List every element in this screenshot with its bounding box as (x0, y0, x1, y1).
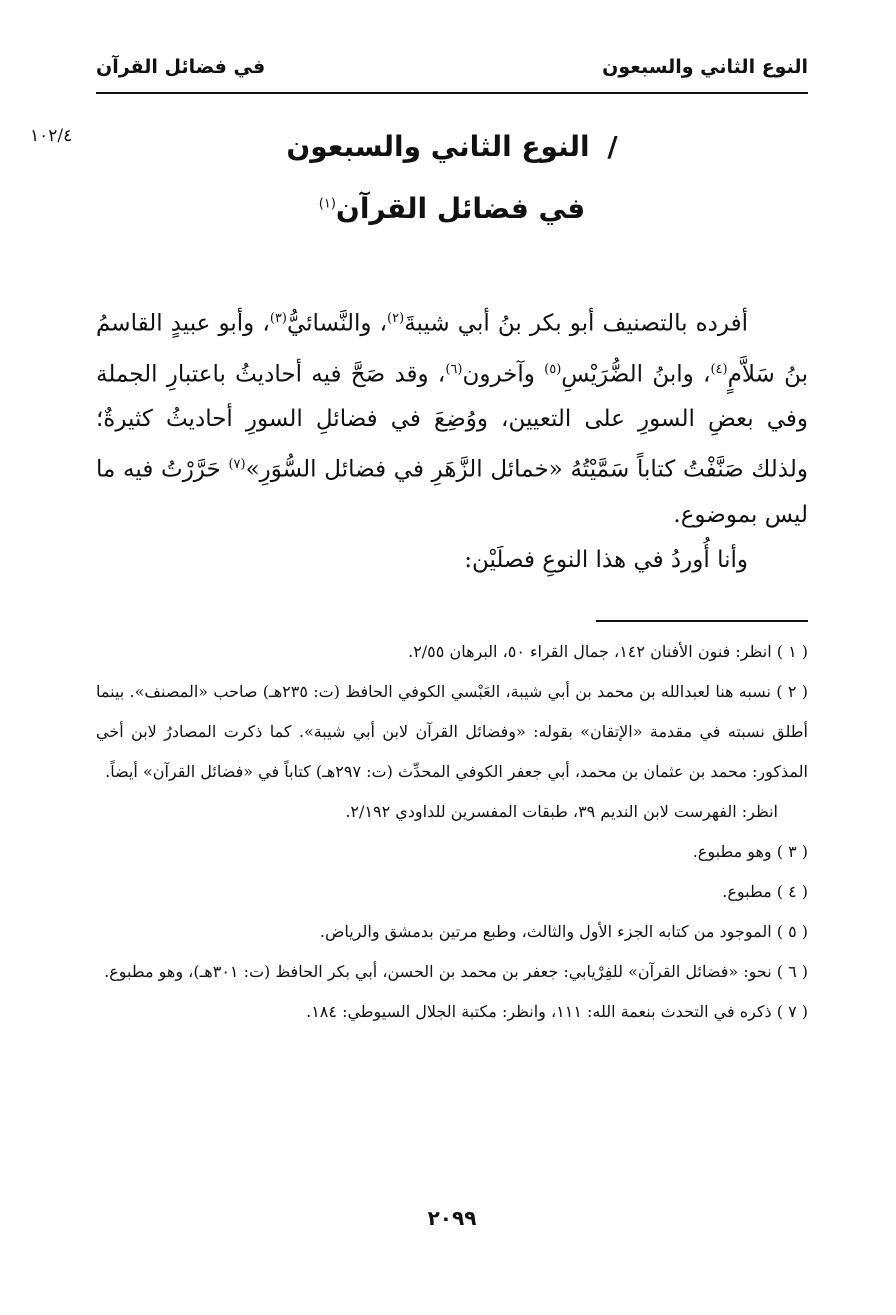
footnote-number: ( ٦ ) (776, 962, 808, 981)
p1-s5: وآخرون (462, 361, 545, 388)
footnote-number: ( ٤ ) (776, 882, 808, 901)
chapter-subtitle-text: في فضائل القرآن (335, 192, 586, 225)
footnote-text: انظر: فنون الأفنان ١٤٢، جمال القراء ٥٠، البرهان ٢/٥٥. (408, 642, 772, 661)
footnote-text: مطبوع. (722, 882, 772, 901)
p1-s7: حَرَّرْتُ فيه ما ليس بموضوع. (96, 456, 808, 528)
body-text (96, 296, 808, 583)
footnotes (96, 632, 808, 1032)
footnote-text: وهو مطبوع. (692, 842, 772, 861)
footnote-7 (96, 992, 808, 1032)
footnote-ref-1: (١) (318, 196, 336, 212)
footnote-5 (96, 912, 808, 952)
paragraph-2: وأنا أُوردُ في هذا النوعِ فصلَيْن: (464, 546, 748, 573)
footnote-ref-6: (٦) (445, 361, 463, 377)
chapter-subtitle (96, 192, 808, 225)
footnote-ref-4: (٤) (710, 361, 728, 377)
footnote-number: ( ٢ ) (776, 682, 809, 701)
footnote-number: ( ٣ ) (776, 842, 808, 861)
chapter-title-text: النوع الثاني والسبعون (286, 130, 590, 163)
footnote-number: ( ١ ) (776, 642, 808, 661)
running-header-left: في فضائل القرآن (96, 56, 266, 78)
footnote-2 (96, 672, 808, 792)
running-header (96, 52, 808, 94)
footnote-1 (96, 632, 808, 672)
footnote-ref-2: (٢) (387, 311, 405, 326)
p1-s1: أفرده بالتصنيف أبو بكر بنُ أبي شيبةَ (404, 310, 748, 337)
footnote-text: ذكره في التحدث بنعمة الله: ١١١، وانظر: مكتبة الجلال السيوطي: ١٨٤. (306, 1002, 772, 1021)
p1-s3: ، وأبو عبيدٍ القاسمُ بنُ سَلاَّمٍ (96, 310, 808, 388)
footnote-4 (96, 872, 808, 912)
paragraph-1 (96, 296, 808, 538)
footnote-2-continuation: انظر: الفهرست لابن النديم ٣٩، طبقات المفسرين للداودي ٢/١٩٢. (345, 802, 778, 821)
footnote-number: ( ٥ ) (776, 922, 808, 941)
footnote-6 (96, 952, 808, 992)
footnote-text: الموجود من كتابه الجزء الأول والثالث، وطبع مرتين بدمشق والرياض. (319, 922, 772, 941)
title-slash: / (607, 130, 618, 163)
chapter-title (96, 130, 808, 163)
footnote-ref-3: (٣) (269, 311, 287, 326)
footnote-separator (596, 620, 808, 622)
footnote-text: نسبه هنا لعبدالله بن محمد بن أبي شيبة، العَبْسي الكوفي الحافظ (ت: ٢٣٥هـ) صاحب «المصنف». بينما أطلق نسبته في مقدمة «الإتقان» بقوله: «وفضائل القرآن لابن أبي شيبة». كما ذكرت المصادرُ لابن أخي المذكور: محمد بن عثمان بن محمد، أبي جعفر الكوفي المحدِّث (ت: ٢٩٧هـ) كتاباً في «فضائل القرآن» أيضاً. (96, 682, 808, 781)
p1-s2: ، والنَّسائيُّ (286, 310, 388, 337)
page-number: ٢٠٩٩ (427, 1206, 477, 1230)
running-header-right: النوع الثاني والسبعون (602, 56, 808, 78)
p1-s6: ، وقد صَحَّ فيه أحاديثُ باعتبارِ الجملة وفي بعضِ السورِ على التعيين، ووُضِعَ في فضائلِ السورِ أحاديثُ كثيرةٌ؛ ولذلك صَنَّفْتُ كتاباً سَمَّيْتُهُ «خمائل الزَّهَرِ في فضائل السُّوَرِ» (96, 361, 808, 483)
p1-s4: ، وابنُ الضُّرَيْسِ (561, 361, 711, 388)
footnote-ref-7: (٧) (228, 457, 246, 473)
footnote-text: نحو: «فضائل القرآن» للفِرْيابي: جعفر بن محمد بن الحسن، أبي بكر الحافظ (ت: ٣٠١هـ)، وهو مطبوع. (104, 962, 772, 981)
footnote-number: ( ٧ ) (776, 1002, 808, 1021)
footnote-ref-5: (٥) (544, 361, 562, 377)
margin-reference: ١٠٢/٤ (30, 126, 73, 146)
footnote-3 (96, 832, 808, 872)
